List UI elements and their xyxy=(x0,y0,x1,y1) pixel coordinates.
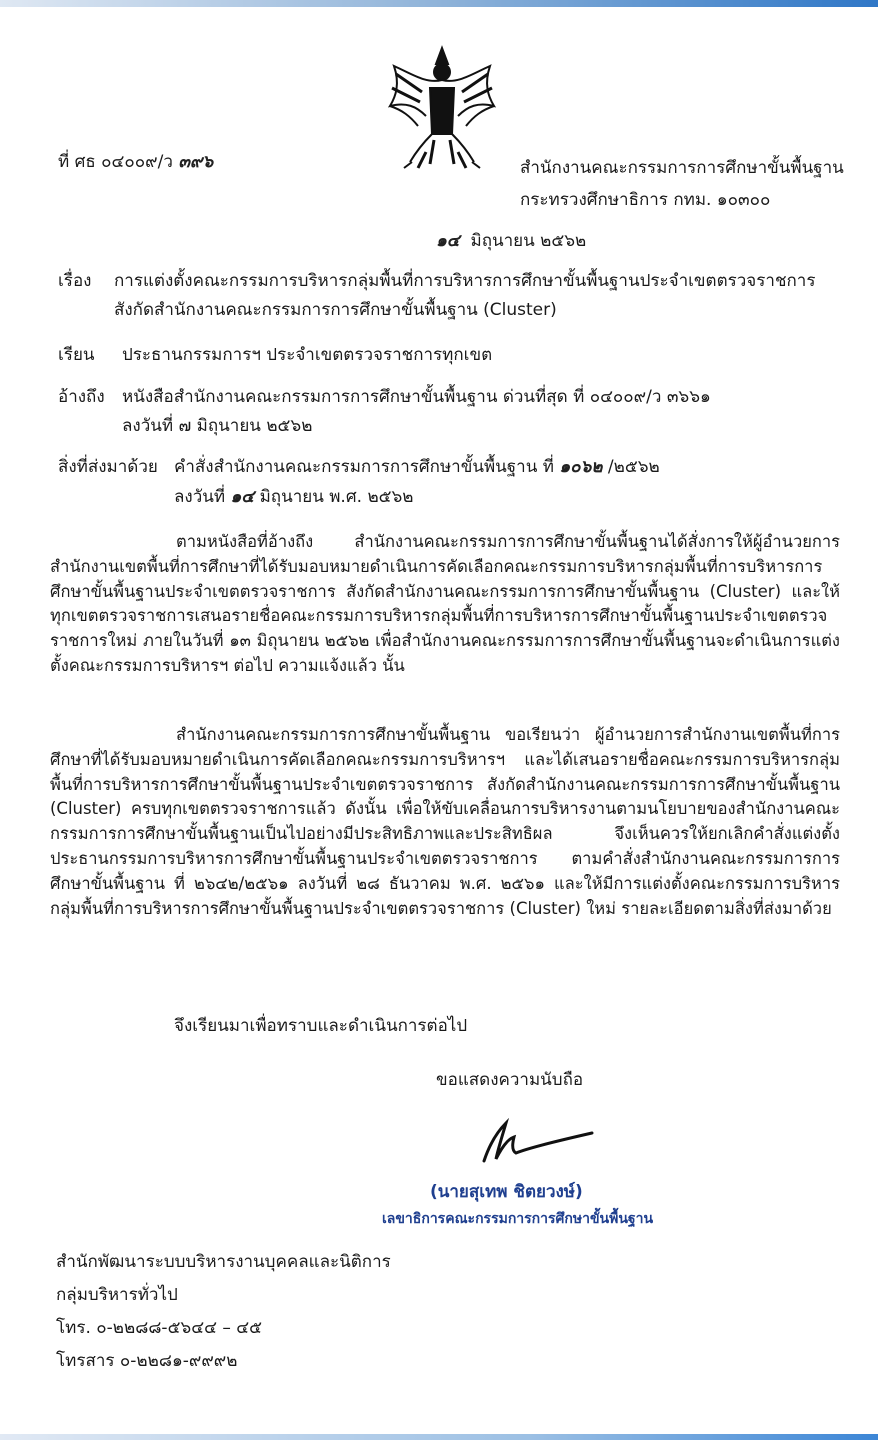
enclosure-label: สิ่งที่ส่งมาด้วย xyxy=(58,457,158,477)
document-date xyxy=(436,229,586,253)
enclosure-order-handwritten: ๑๐๖๒ xyxy=(559,457,603,477)
reference-handwritten-number: ๓๙๖ xyxy=(178,152,214,172)
body-paragraph-2: สำนักงานคณะกรรมการการศึกษาขั้นพื้นฐาน ขอเรียนว่า ผู้อำนวยการสำนักงานเขตพื้นที่การศึกษาที่ได้รับมอบหมายดำเนินการคัดเลือกคณะกรรมการบริหารฯ และได้เสนอรายชื่อคณะกรรมการบริหารกลุ่มพื้นที่การบริหารการศึกษาขั้นพื้นฐานประจำเขตตรวจราชการ สังกัดสำนักงานคณะกรรมการการศึกษาขั้นพื้นฐาน (Cluster) ครบทุกเขตตรวจราชการแล้ว ดังนั้น เพื่อให้ขับเคลื่อนการบริหารงานตามนโยบายของสำนักงานคณะกรรมการการศึกษาขั้นพื้นฐานเป็นไปอย่างมีประสิทธิภาพและประสิทธิผล จึงเห็นควรให้ยกเลิกคำสั่งแต่งตั้งประธานกรรมการบริหารการศึกษาขั้นพื้นฐานประจำเขตตรวจราชการ ตามคำสั่งสำนักงานคณะกรรมการการศึกษาขั้นพื้นฐาน ที่ ๒๖๔๒/๒๕๖๑ ลงวันที่ ๒๘ ธันวาคม พ.ศ. ๒๕๖๑ และให้มีการแต่งตั้งคณะกรรมการบริหารกลุ่มพื้นที่การบริหารการศึกษาขั้นพื้นฐานประจำเขตตรวจราชการ (Cluster) ใหม่ รายละเอียดตามสิ่งที่ส่งมาด้วย xyxy=(50,725,840,918)
signer-position: เลขาธิการคณะกรรมการการศึกษาขั้นพื้นฐาน xyxy=(382,1211,654,1227)
enclosure-prefix: คำสั่งสำนักงานคณะกรรมการการศึกษาขั้นพื้นฐาน ที่ xyxy=(174,457,554,477)
reference-line-2: ลงวันที่ ๗ มิถุนายน ๒๕๖๒ xyxy=(122,416,313,436)
subject-line-2: สังกัดสำนักงานคณะกรรมการการศึกษาขั้นพื้นฐาน (Cluster) xyxy=(114,300,557,320)
enclosure-line-1 xyxy=(174,455,660,479)
reference-line-1: หนังสือสำนักงานคณะกรรมการการศึกษาขั้นพื้นฐาน ด่วนที่สุด ที่ ๐๔๐๐๙/ว ๓๖๖๑ xyxy=(122,387,711,407)
date-day-handwritten: ๑๔ xyxy=(436,231,460,251)
signer-name: (นายสุเทพ ชิตยวงษ์) xyxy=(430,1182,583,1202)
subject-label: เรื่อง xyxy=(58,271,92,291)
contact-group: กลุ่มบริหารทั่วไป xyxy=(56,1285,178,1305)
reference-prefix: ที่ ศธ ๐๔๐๐๙/ว xyxy=(58,152,173,172)
recipient-text: ประธานกรรมการฯ ประจำเขตตรวจราชการทุกเขต xyxy=(122,345,493,365)
handwritten-signature xyxy=(468,1103,598,1173)
enclosure-year: /๒๕๖๒ xyxy=(607,457,660,477)
closing-regards: ขอแสดงความนับถือ xyxy=(436,1070,584,1090)
reference-label: อ้างถึง xyxy=(58,387,105,407)
contact-unit: สำนักพัฒนาระบบบริหารงานบุคคลและนิติการ xyxy=(56,1252,391,1272)
office-address: กระทรวงศึกษาธิการ กทม. ๑๐๓๐๐ xyxy=(520,190,771,210)
subject-line-1: การแต่งตั้งคณะกรรมการบริหารกลุ่มพื้นที่การบริหารการศึกษาขั้นพื้นฐานประจำเขตตรวจราชการ xyxy=(114,271,816,291)
enclosure-line-2 xyxy=(174,485,414,509)
enclosure-day-handwritten: ๑๔ xyxy=(230,487,255,507)
contact-phone: โทร. ๐-๒๒๘๘-๕๖๔๔ – ๔๕ xyxy=(56,1318,262,1338)
bottom-edge-stripe xyxy=(0,1434,878,1440)
office-name: สำนักงานคณะกรรมการการศึกษาขั้นพื้นฐาน xyxy=(520,158,844,178)
top-edge-stripe xyxy=(0,0,878,7)
contact-fax: โทรสาร ๐-๒๒๘๑-๙๙๙๒ xyxy=(56,1351,238,1371)
date-month-year: มิถุนายน ๒๕๖๒ xyxy=(470,231,587,251)
closing-request: จึงเรียนมาเพื่อทราบและดำเนินการต่อไป xyxy=(174,1016,468,1036)
enclosure-date-prefix: ลงวันที่ xyxy=(174,487,226,507)
garuda-emblem-icon xyxy=(382,44,502,174)
recipient-label: เรียน xyxy=(58,345,95,365)
document-reference-number xyxy=(58,150,213,174)
body-paragraph-1: ตามหนังสือที่อ้างถึง สำนักงานคณะกรรมการการศึกษาขั้นพื้นฐานได้สั่งการให้ผู้อำนวยการสำนักงานเขตพื้นที่การศึกษาที่ได้รับมอบหมายดำเนินการคัดเลือกคณะกรรมการบริหารกลุ่มพื้นที่การบริหารการศึกษาขั้นพื้นฐานประจำเขตตรวจราชการ สังกัดสำนักงานคณะกรรมการการศึกษาขั้นพื้นฐาน (Cluster) และให้ทุกเขตตรวจราชการเสนอรายชื่อคณะกรรมการบริหารกลุ่มพื้นที่การบริหารการศึกษาขั้นพื้นฐานประจำเขตตรวจราชการใหม่ ภายในวันที่ ๑๓ มิถุนายน ๒๕๖๒ เพื่อสำนักงานคณะกรรมการการศึกษาขั้นพื้นฐานจะดำเนินการแต่งตั้งคณะกรรมการบริหารฯ ต่อไป ความแจ้งแล้ว นั้น xyxy=(50,532,840,675)
enclosure-date-rest: มิถุนายน พ.ศ. ๒๕๖๒ xyxy=(259,487,414,507)
